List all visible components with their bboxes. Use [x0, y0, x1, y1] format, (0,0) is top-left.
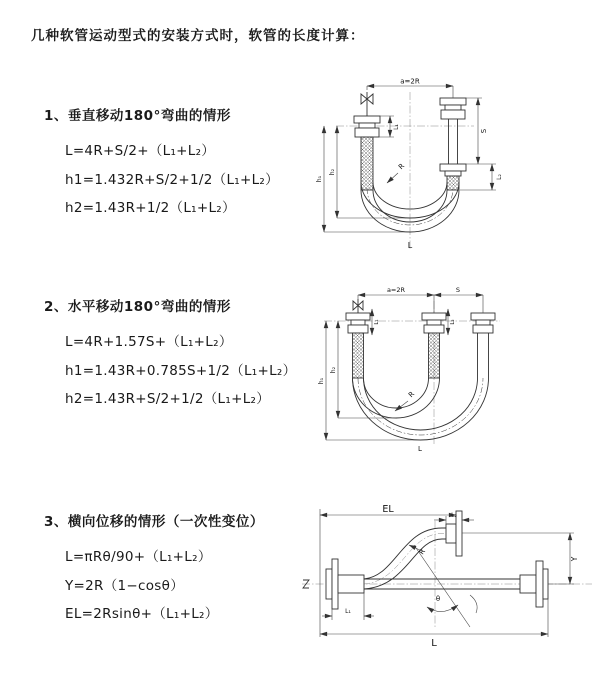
hose-end-position-1: [422, 313, 446, 378]
hose-end-fixed: [346, 299, 370, 378]
dim-label-h2: h₂: [330, 366, 337, 374]
section-2-heading: 2、水平移动180°弯曲的情形: [44, 299, 231, 315]
hose-end-moving: [440, 98, 466, 190]
braided-hose-section: [429, 333, 440, 378]
formula-length: L=πRθ/90+（L₁+L₂）: [65, 549, 212, 566]
dim-label-radius: R: [397, 162, 407, 172]
dim-label-span: a=2R: [400, 77, 420, 86]
section-3-heading: 3、横向位移的情形（一次性变位）: [44, 514, 264, 530]
formula-y: Y=2R（1−cosθ）: [65, 577, 185, 594]
dim-label-theta: θ: [435, 595, 441, 603]
dim-label-s: S: [455, 286, 461, 294]
dim-label-l1: L₁: [393, 124, 400, 130]
dim-label-l1: L₁: [345, 608, 351, 615]
section-2-formulas: [44, 326, 296, 412]
braided-hose-section: [361, 137, 373, 190]
dim-label-span: a=2R: [386, 286, 406, 294]
hose-end-fixed: [354, 92, 380, 190]
dim-label-h2: h₂: [329, 168, 336, 176]
formula-length: L=4R+1.57S+（L₁+L₂）: [65, 334, 233, 351]
dim-label-s: S: [480, 128, 488, 134]
formula-length: L=4R+S/2+（L₁+L₂）: [65, 143, 216, 160]
section-1-heading: 1、垂直移动180°弯曲的情形: [44, 108, 231, 124]
dim-label-l2: L₂: [496, 174, 503, 180]
dim-label-length: L: [407, 241, 413, 250]
dim-label-radius: R: [407, 390, 417, 400]
formula-h1: h1=1.43R+0.785S+1/2（L₁+L₂）: [65, 362, 297, 379]
hose-end-position-2: [471, 313, 495, 378]
centerlines: [324, 301, 500, 445]
section-horizontal-bend: [44, 295, 296, 412]
dim-label-l2: L₂: [451, 512, 457, 519]
braided-hose-section: [353, 333, 364, 378]
diagram-vertical-180-bend: [310, 76, 568, 252]
formula-h2: h2=1.43R+1/2（L₁+L₂）: [65, 200, 236, 217]
dim-label-length: L: [431, 638, 437, 649]
section-lateral-shift: [44, 510, 264, 627]
dim-label-el: EL: [382, 504, 394, 515]
formula-h2: h2=1.43R+S/2+1/2（L₁+L₂）: [65, 391, 271, 408]
dim-label-h1: h₁: [318, 377, 325, 385]
formula-h1: h1=1.432R+S/2+1/2（L₁+L₂）: [65, 171, 279, 188]
dim-label-l2: L₂: [450, 319, 456, 325]
dim-label-radius: R: [417, 547, 428, 557]
braided-hose-section: [447, 176, 459, 190]
formula-el: EL=2Rsinθ+（L₁+L₂）: [65, 606, 219, 623]
dim-label-y: Y: [570, 556, 579, 562]
dim-label-h1: h₁: [316, 175, 323, 183]
hose-u-bends: [353, 378, 489, 440]
diagram-lateral-shift: [296, 499, 600, 651]
section-1-formulas: [44, 135, 279, 221]
page-title: 几种软管运动型式的安装方式时，软管的长度计算：: [31, 28, 365, 44]
flange-displaced: [456, 511, 462, 556]
section-3-formulas: [44, 541, 264, 627]
dim-label-length: L: [418, 445, 422, 453]
hose-displaced-position: [364, 511, 462, 589]
dim-label-l1: L₁: [374, 319, 380, 325]
diagram-horizontal-180-bend: [312, 283, 600, 457]
section-vertical-bend: [44, 104, 279, 221]
